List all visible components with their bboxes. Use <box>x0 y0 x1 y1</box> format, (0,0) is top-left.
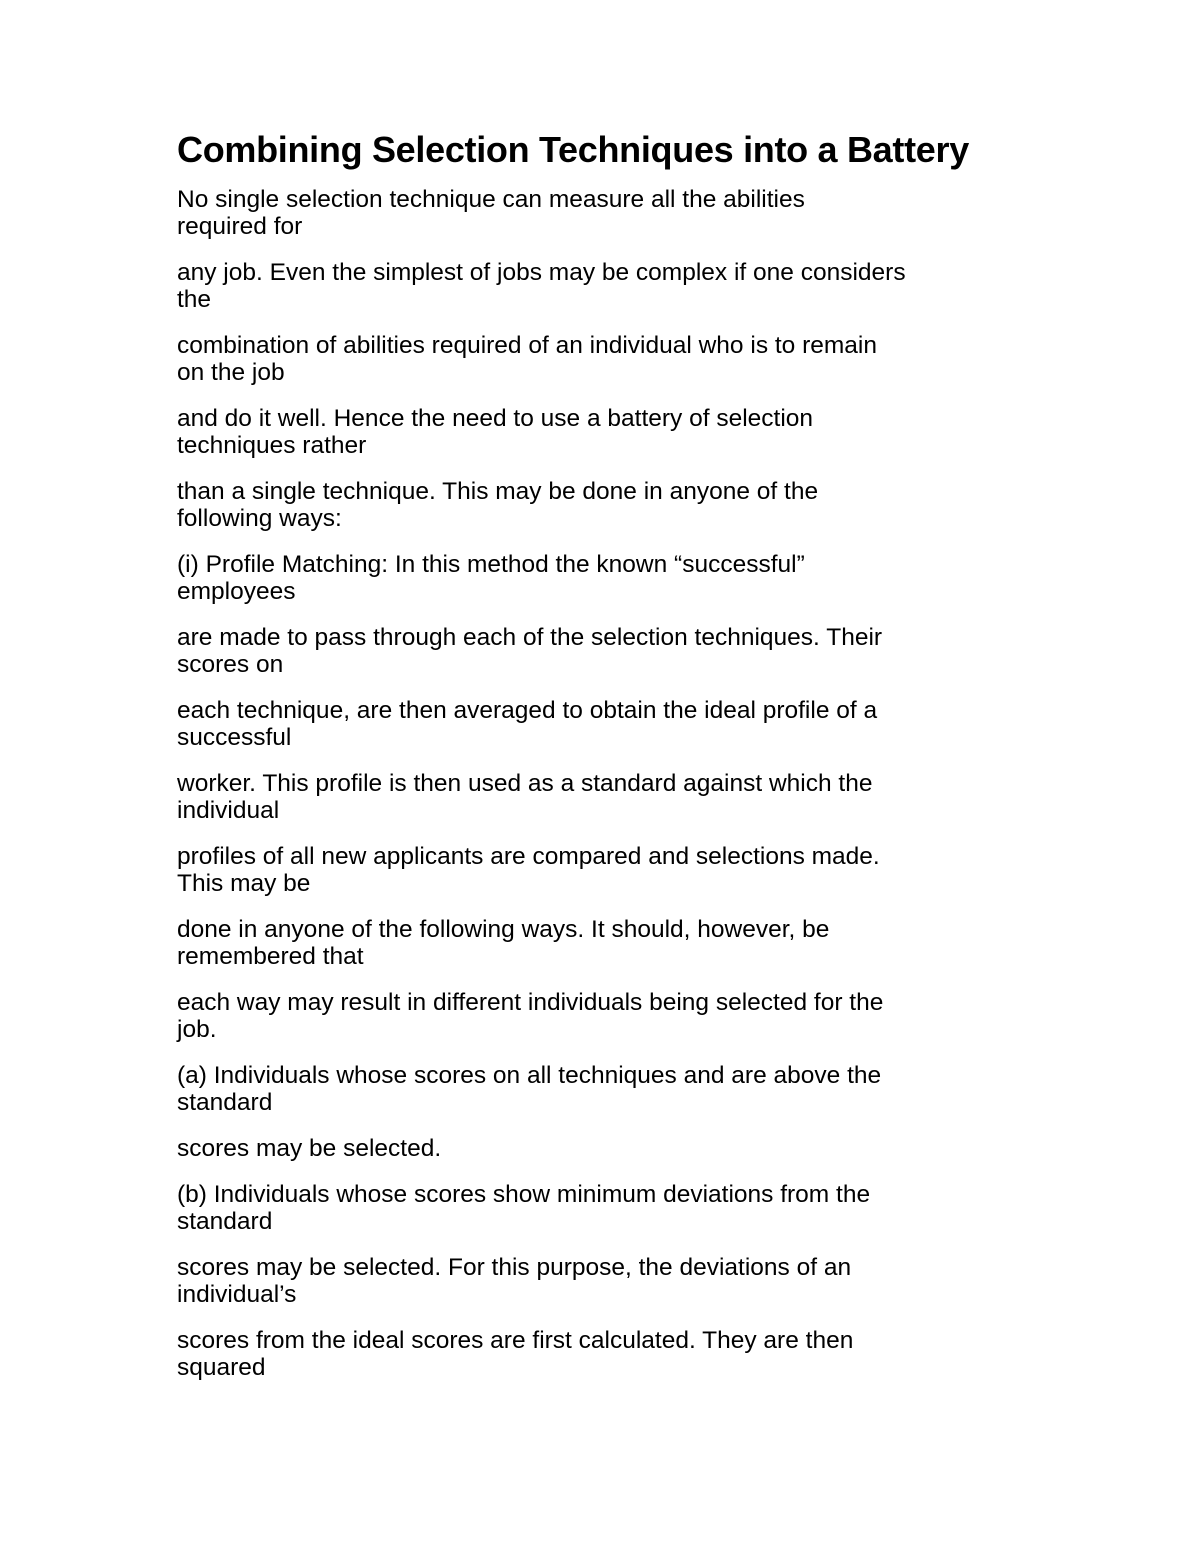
text-line: combination of abilities required of an individual who is to remain <box>177 332 877 359</box>
document-body <box>177 128 1037 1400</box>
text-line: remembered that <box>177 943 364 970</box>
paragraph <box>177 843 1037 897</box>
text-line: than a single technique. This may be done in anyone of the <box>177 478 819 505</box>
page-title: Combining Selection Techniques into a Battery <box>177 129 969 170</box>
text-line: and do it well. Hence the need to use a battery of selection <box>177 405 814 432</box>
text-line: This may be <box>177 870 311 897</box>
paragraph <box>177 1254 1037 1308</box>
text-line: scores from the ideal scores are first calculated. They are then <box>177 1327 854 1354</box>
paragraph <box>177 916 1037 970</box>
paragraph <box>177 770 1037 824</box>
paragraph <box>177 1327 1037 1381</box>
text-line: worker. This profile is then used as a standard against which the <box>177 770 873 797</box>
paragraph <box>177 1181 1037 1235</box>
text-line: following ways: <box>177 505 342 532</box>
paragraph <box>177 624 1037 678</box>
text-line: are made to pass through each of the selection techniques. Their <box>177 624 883 651</box>
text-line: (b) Individuals whose scores show minimum deviations from the <box>177 1181 871 1208</box>
text-line: job. <box>177 1016 217 1043</box>
paragraph <box>177 989 1037 1043</box>
paragraph <box>177 478 1037 532</box>
text-line: each way may result in different individuals being selected for the <box>177 989 884 1016</box>
paragraph <box>177 405 1037 459</box>
text-line: any job. Even the simplest of jobs may be complex if one considers <box>177 259 906 286</box>
text-line: on the job <box>177 359 285 386</box>
text-line: scores may be selected. <box>177 1135 442 1162</box>
text-line: squared <box>177 1354 266 1381</box>
paragraph <box>177 259 1037 313</box>
paragraph <box>177 551 1037 605</box>
text-line: done in anyone of the following ways. It should, however, be <box>177 916 830 943</box>
paragraph <box>177 1135 1037 1162</box>
text-line: standard <box>177 1208 273 1235</box>
text-line: the <box>177 286 212 313</box>
text-line: successful <box>177 724 292 751</box>
text-line: No single selection technique can measure all the abilities <box>177 186 805 213</box>
paragraph <box>177 697 1037 751</box>
text-line: scores on <box>177 651 284 678</box>
text-line: individual <box>177 797 280 824</box>
text-line: each technique, are then averaged to obtain the ideal profile of a <box>177 697 878 724</box>
text-line: required for <box>177 213 303 240</box>
paragraph <box>177 332 1037 386</box>
text-line: individual’s <box>177 1281 297 1308</box>
text-line: profiles of all new applicants are compared and selections made. <box>177 843 880 870</box>
text-line: standard <box>177 1089 273 1116</box>
text-line: (i) Profile Matching: In this method the known “successful” <box>177 551 805 578</box>
text-line: employees <box>177 578 296 605</box>
paragraph <box>177 1062 1037 1116</box>
text-line: scores may be selected. For this purpose, the deviations of an <box>177 1254 852 1281</box>
text-line: techniques rather <box>177 432 367 459</box>
text-line: (a) Individuals whose scores on all techniques and are above the <box>177 1062 882 1089</box>
paragraph <box>177 186 1037 240</box>
